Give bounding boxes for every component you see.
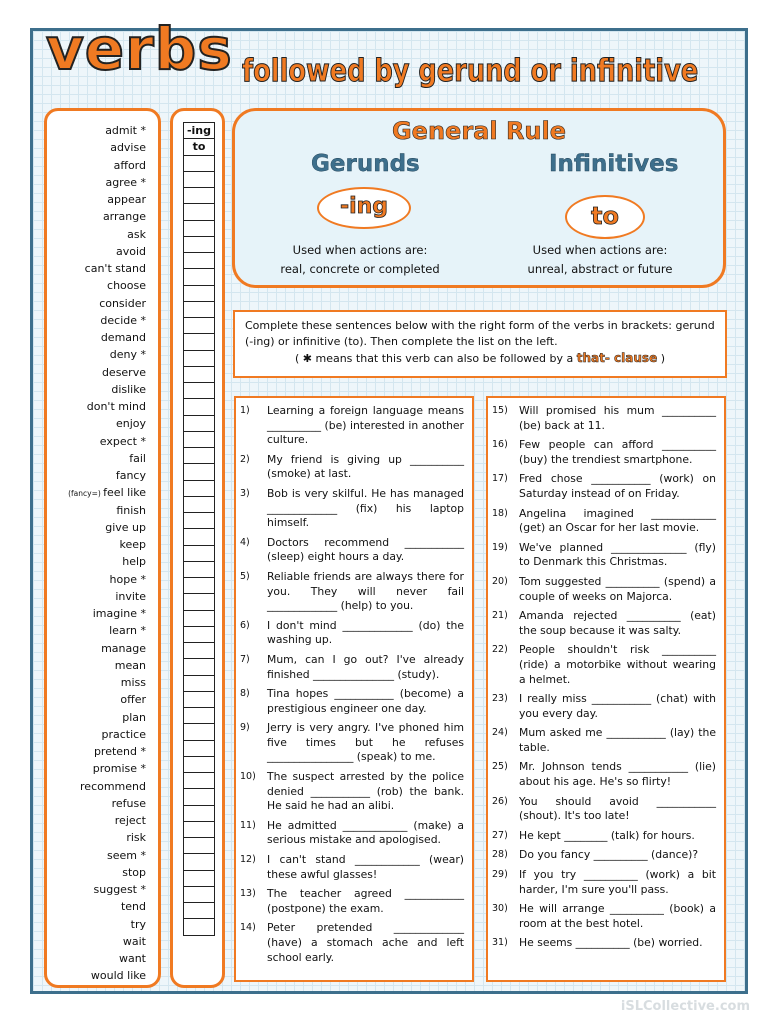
answer-cell-to[interactable]: to xyxy=(183,139,215,155)
exercise-number: 2) xyxy=(240,453,250,465)
answer-cell[interactable] xyxy=(183,724,215,740)
answer-cell-ing[interactable]: -ing xyxy=(183,122,215,139)
answer-cell[interactable] xyxy=(183,399,215,415)
verb-item: expect * xyxy=(99,434,146,448)
exercise-number: 14) xyxy=(240,922,256,934)
exercise-sentence[interactable]: We've planned ______________ (fly) to Denmark this Christmas. xyxy=(519,540,716,569)
exercise-item xyxy=(492,404,716,433)
answer-cell[interactable] xyxy=(183,204,215,220)
exercise-sentence[interactable]: Tina hopes ___________ (become) a prestigious engineer one day. xyxy=(267,687,464,715)
exercise-sentence[interactable]: He admitted ____________ (make) a serious mistake and apologised. xyxy=(267,818,464,847)
infinitives-use-line1: Used when actions are: xyxy=(532,243,668,257)
exercise-number: 19) xyxy=(492,541,508,553)
verb-item: promise * xyxy=(92,762,146,776)
verb-item: finish xyxy=(116,503,146,517)
exercise-sentence[interactable]: Doctors recommend ___________ (sleep) eight hours a day. xyxy=(267,535,464,564)
exercise-sentence[interactable]: People shouldn't risk __________ (ride) a motorbike without wearing a helmet. xyxy=(519,643,716,686)
answer-cell[interactable] xyxy=(183,838,215,854)
exercise-sentence[interactable]: Tom suggested __________ (spend) a couple of weeks on Majorca. xyxy=(519,574,716,603)
exercise-item xyxy=(240,570,464,614)
instructions-text: Complete these sentences below with the right form of the verbs in brackets: gerund (-ing) or infinitive (to). Then complete the list on the left. xyxy=(245,319,715,348)
verb-item: manage xyxy=(101,641,146,655)
exercise-item xyxy=(492,829,716,844)
verb-item: hope * xyxy=(109,572,146,586)
exercise-item xyxy=(492,868,716,897)
verb-item: risk xyxy=(126,831,146,845)
exercise-number: 27) xyxy=(492,829,508,841)
exercise-item xyxy=(492,643,716,687)
verb-item: reject xyxy=(114,814,146,827)
exercise-sentence[interactable]: Few people can afford __________ (buy) the trendiest smartphone. xyxy=(519,438,716,466)
ing-bubble: -ing xyxy=(317,187,411,229)
answer-cell[interactable] xyxy=(183,269,215,285)
answer-cell[interactable] xyxy=(183,871,215,887)
exercise-number: 26) xyxy=(492,795,508,807)
verb-item: mean xyxy=(114,658,146,672)
verb-item: plan xyxy=(122,710,146,724)
verb-item: decide * xyxy=(100,313,146,327)
verb-list xyxy=(68,122,146,985)
answer-cell[interactable] xyxy=(183,741,215,757)
answer-cell[interactable] xyxy=(183,334,215,350)
verb-item: recommend xyxy=(80,779,146,793)
verb-item: offer xyxy=(120,693,146,707)
verb-item: deserve xyxy=(101,365,146,379)
answer-cell[interactable] xyxy=(183,221,215,237)
verb-item: can't stand xyxy=(84,262,146,275)
verb-text: feel like xyxy=(103,486,146,500)
infinitives-title: Infinitives xyxy=(549,151,679,177)
verb-item: try xyxy=(130,917,146,931)
answer-cell[interactable] xyxy=(183,789,215,805)
title-verbs: verbs xyxy=(46,15,233,83)
exercise-item xyxy=(492,507,716,536)
verb-list-panel xyxy=(44,108,161,988)
verb-item: pretend * xyxy=(93,745,146,758)
exercise-sentence[interactable]: He seems __________ (be) worried. xyxy=(519,936,703,950)
exercise-number: 8) xyxy=(240,688,250,700)
infinitives-use-line2: unreal, abstract or future xyxy=(527,262,673,276)
answer-cell[interactable] xyxy=(183,903,215,919)
verb-item: arrange xyxy=(102,210,146,224)
verb-item: fail xyxy=(129,451,146,465)
gerunds-use xyxy=(245,241,475,279)
exercise-number: 1) xyxy=(240,405,250,416)
exercise-sentence[interactable]: Bob is very skilful. He has managed _____________ (fix) his laptop himself. xyxy=(267,486,464,530)
answer-cell[interactable] xyxy=(183,156,215,172)
exercise-number: 16) xyxy=(492,439,508,451)
watermark: iSLCollective.com xyxy=(620,999,750,1014)
exercise-number: 15) xyxy=(492,405,508,416)
exercise-item xyxy=(240,819,464,848)
answer-cell[interactable] xyxy=(183,757,215,773)
verb-item: advise xyxy=(110,141,146,155)
exercise-sentence[interactable]: Learning a foreign language means __________ (be) interested in another culture. xyxy=(267,404,464,447)
answer-cell[interactable] xyxy=(183,611,215,627)
general-rule-panel xyxy=(232,108,726,288)
verb-note: (fancy=) xyxy=(68,489,104,499)
exercise-number: 21) xyxy=(492,610,508,622)
verb-item: avoid xyxy=(115,244,146,258)
answer-cell[interactable] xyxy=(183,383,215,399)
verb-item: keep xyxy=(119,538,146,551)
answer-cell[interactable] xyxy=(183,692,215,708)
answer-cell[interactable] xyxy=(183,448,215,464)
answer-cell[interactable] xyxy=(183,546,215,562)
exercise-item xyxy=(240,770,464,814)
exercises-right xyxy=(486,396,726,982)
exercise-item xyxy=(492,936,716,951)
exercise-sentence[interactable]: The suspect arrested by the police denied ___________ (rob) the bank. He said he had an alibi. xyxy=(267,770,464,813)
exercise-number: 22) xyxy=(492,644,508,656)
answer-cell[interactable] xyxy=(183,806,215,822)
verb-item: deny * xyxy=(109,348,146,362)
exercise-sentence[interactable]: Mum asked me ___________ (lay) the table. xyxy=(519,726,716,754)
exercise-item xyxy=(240,887,464,916)
verb-item: imagine * xyxy=(92,607,146,620)
note-text: ( ✱ means that this verb can also be followed by a xyxy=(294,352,574,365)
exercise-number: 18) xyxy=(492,507,508,519)
verb-item: seem * xyxy=(107,848,146,862)
exercise-number: 20) xyxy=(492,575,508,587)
verb-item: give up xyxy=(105,520,146,534)
answer-cell[interactable] xyxy=(183,432,215,448)
verb-item: learn * xyxy=(109,624,146,638)
verb-item xyxy=(68,484,146,501)
gerunds-use-line2: real, concrete or completed xyxy=(280,262,440,276)
exercise-sentence[interactable]: Do you fancy __________ (dance)? xyxy=(519,848,699,862)
answer-cell[interactable] xyxy=(183,643,215,659)
exercise-item xyxy=(492,541,716,570)
exercise-item xyxy=(240,721,464,765)
answer-cell[interactable] xyxy=(183,919,215,935)
exercise-sentence[interactable]: The teacher agreed ___________ (postpone) the exam. xyxy=(267,887,464,915)
exercise-number: 17) xyxy=(492,473,508,485)
verb-item: wait xyxy=(122,934,146,948)
exercise-item xyxy=(492,575,716,604)
verb-item: practice xyxy=(101,727,146,741)
verb-item: enjoy xyxy=(115,417,146,431)
answer-cell[interactable] xyxy=(183,594,215,610)
exercise-number: 13) xyxy=(240,888,256,900)
verb-item: miss xyxy=(120,676,146,689)
exercise-sentence[interactable]: Fred chose ___________ (work) on Saturday instead of on Friday. xyxy=(519,472,716,500)
answer-cell[interactable] xyxy=(183,708,215,724)
note-close: ) xyxy=(660,352,665,365)
verb-item: demand xyxy=(100,331,146,344)
answer-cell[interactable] xyxy=(183,562,215,578)
exercise-item xyxy=(240,619,464,648)
verb-item: fancy xyxy=(115,469,146,482)
exercise-sentence[interactable]: Will promised his mum __________ (be) back at 11. xyxy=(519,404,716,432)
answer-cell[interactable] xyxy=(183,513,215,529)
verb-item: don't mind xyxy=(86,400,146,413)
verb-item: suggest * xyxy=(93,883,146,896)
exercise-sentence[interactable]: If you try __________ (work) a bit harder, I'm sure you'll pass. xyxy=(519,868,716,896)
exercise-item xyxy=(240,453,464,482)
verb-item: would like xyxy=(90,969,146,983)
exercises-left xyxy=(234,396,474,982)
answer-cell[interactable] xyxy=(183,529,215,545)
answer-cell[interactable] xyxy=(183,318,215,334)
answer-cell[interactable] xyxy=(183,497,215,513)
exercise-item xyxy=(240,487,464,531)
verb-item: ask xyxy=(127,227,146,241)
answer-cell[interactable] xyxy=(183,481,215,497)
exercise-number: 31) xyxy=(492,937,508,949)
exercise-sentence[interactable]: Peter pretended _____________ (have) a stomach ache and left school early. xyxy=(267,921,464,964)
exercise-item xyxy=(240,853,464,882)
verb-item: agree * xyxy=(105,175,146,189)
answer-cell[interactable] xyxy=(183,464,215,480)
exercise-number: 25) xyxy=(492,761,508,773)
exercise-sentence[interactable]: He will arrange __________ (book) a room at the best hotel. xyxy=(519,902,716,930)
answer-cell[interactable] xyxy=(183,367,215,383)
answer-cell[interactable] xyxy=(183,253,215,269)
answer-cell[interactable] xyxy=(183,286,215,302)
gerunds-use-line1: Used when actions are: xyxy=(292,243,428,257)
title-subtitle: followed by gerund or infinitive xyxy=(242,53,699,89)
verb-item: consider xyxy=(99,296,146,310)
exercise-sentence[interactable]: Reliable friends are always there for you. They will never fail _____________ (help) to you. xyxy=(267,569,464,613)
exercise-number: 24) xyxy=(492,727,508,739)
answer-cell[interactable] xyxy=(183,416,215,432)
exercise-item xyxy=(492,609,716,638)
exercise-number: 10) xyxy=(240,771,256,783)
exercise-sentence[interactable]: I don't mind _____________ (do) the washing up. xyxy=(267,618,464,647)
exercise-number: 28) xyxy=(492,849,508,861)
that-clause-label: that- clause xyxy=(576,351,658,365)
verb-item: dislike xyxy=(111,382,146,396)
verb-item: want xyxy=(118,952,146,965)
exercise-number: 30) xyxy=(492,903,508,915)
exercise-item xyxy=(492,438,716,467)
exercise-item xyxy=(240,921,464,965)
exercise-number: 23) xyxy=(492,693,508,705)
verb-item: afford xyxy=(113,158,146,172)
exercise-item xyxy=(240,653,464,682)
exercise-item xyxy=(492,726,716,755)
answer-cell[interactable] xyxy=(183,188,215,204)
exercise-sentence[interactable]: My friend is giving up __________ (smoke) at last. xyxy=(267,452,464,481)
exercise-sentence[interactable]: He kept ________ (talk) for hours. xyxy=(519,828,695,842)
answer-cell[interactable] xyxy=(183,887,215,903)
answer-cell[interactable] xyxy=(183,773,215,789)
exercise-item xyxy=(240,536,464,565)
answer-cell[interactable] xyxy=(183,822,215,838)
exercise-number: 6) xyxy=(240,619,250,631)
exercise-number: 12) xyxy=(240,854,256,866)
exercise-item xyxy=(240,404,464,448)
verb-item: stop xyxy=(122,865,146,879)
answer-column xyxy=(183,122,215,936)
exercise-number: 29) xyxy=(492,869,508,881)
answer-column-panel xyxy=(170,108,225,988)
instructions-box xyxy=(233,310,727,378)
answer-cell[interactable] xyxy=(183,854,215,870)
answer-cell[interactable] xyxy=(183,659,215,675)
exercise-sentence[interactable]: Angelina imagined ____________ (get) an Oscar for her last movie. xyxy=(519,506,716,535)
verb-item: help xyxy=(122,555,146,569)
exercise-sentence[interactable]: Mr. Johnson tends ___________ (lie) about his age. He's so flirty! xyxy=(519,760,716,789)
exercise-item xyxy=(492,795,716,824)
gerunds-title: Gerunds xyxy=(311,151,420,177)
exercise-number: 11) xyxy=(240,819,256,831)
exercise-sentence[interactable]: Mum, can I go out? I've already finished _______________ (study). xyxy=(267,652,464,681)
to-bubble: to xyxy=(565,195,645,239)
exercise-sentence[interactable]: Amanda rejected __________ (eat) the soup because it was salty. xyxy=(519,609,716,637)
exercise-item xyxy=(492,760,716,789)
answer-cell[interactable] xyxy=(183,578,215,594)
exercise-sentence[interactable]: I really miss ___________ (chat) with you every day. xyxy=(519,692,716,720)
exercise-item xyxy=(492,902,716,931)
exercise-item xyxy=(492,692,716,721)
verb-item: appear xyxy=(107,193,146,206)
exercise-sentence[interactable]: I can't stand ____________ (wear) these awful glasses! xyxy=(267,853,464,881)
exercise-item xyxy=(492,848,716,863)
exercise-number: 9) xyxy=(240,722,250,734)
exercise-number: 3) xyxy=(240,487,250,499)
infinitives-use xyxy=(485,241,715,279)
answer-cell[interactable] xyxy=(183,237,215,253)
verb-item: refuse xyxy=(111,796,146,810)
answer-cell[interactable] xyxy=(183,351,215,367)
exercise-sentence[interactable]: You should avoid ___________ (shout). It's too late! xyxy=(519,794,716,823)
exercise-number: 5) xyxy=(240,570,250,582)
verb-item: invite xyxy=(115,589,146,603)
answer-cell[interactable] xyxy=(183,172,215,188)
verb-item: tend xyxy=(120,900,146,914)
exercise-number: 7) xyxy=(240,653,250,665)
instructions-note xyxy=(245,350,715,367)
exercise-number: 4) xyxy=(240,536,250,548)
exercise-sentence[interactable]: Jerry is very angry. I've phoned him five times but he refuses ________________ (speak) to me. xyxy=(267,721,464,764)
answer-cell[interactable] xyxy=(183,302,215,318)
verb-item: choose xyxy=(107,279,146,293)
answer-cell[interactable] xyxy=(183,676,215,692)
exercise-item xyxy=(240,687,464,716)
answer-cell[interactable] xyxy=(183,627,215,643)
rule-title: General Rule xyxy=(391,117,567,145)
exercise-item xyxy=(492,472,716,501)
verb-item: admit * xyxy=(105,124,146,137)
